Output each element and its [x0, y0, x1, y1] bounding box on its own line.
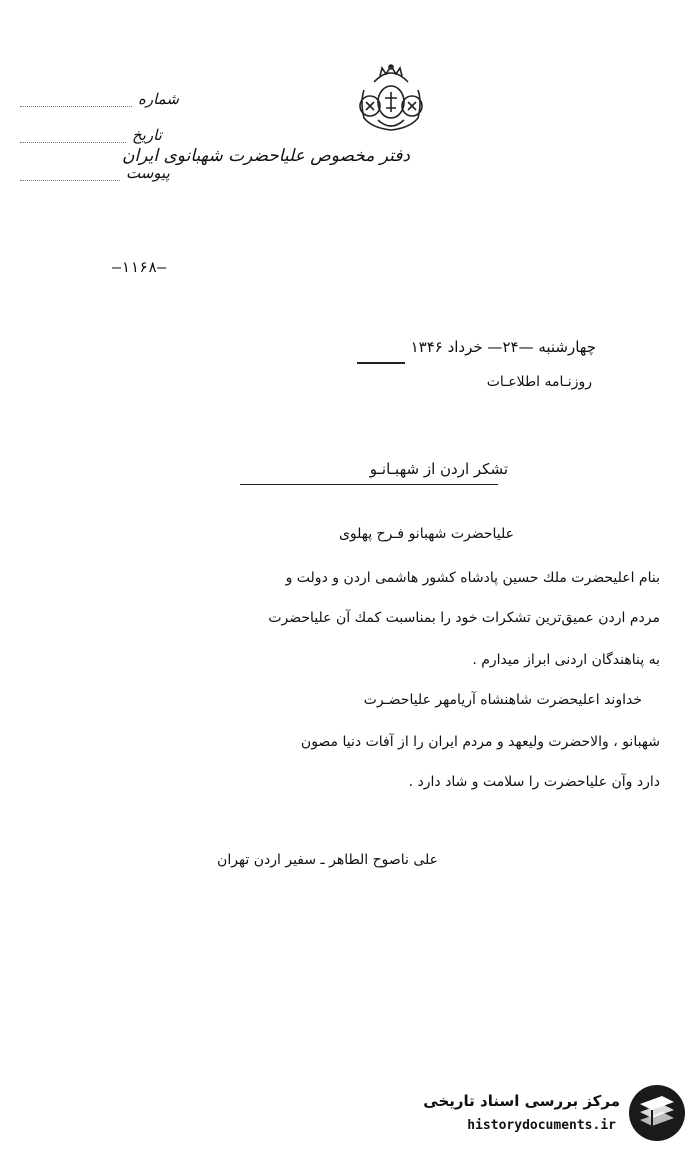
body-line: بنام اعلیحضرت ملك حسین پادشاه کشور هاشمی اردن و دولت و — [285, 570, 660, 586]
office-title: دفتر مخصوص علیاحضرت شهبانوی ایران — [122, 146, 410, 166]
body-line: دارد وآن علیاحضرت را سلامت و شاد دارد . — [408, 774, 660, 790]
document-heading: تشکر اردن از شهبـانـو — [369, 460, 508, 478]
field-line-date — [20, 142, 126, 143]
newspaper-name: روزنـامه اطلاعـات — [486, 374, 592, 390]
document-number: —١١۶٨— — [112, 258, 167, 276]
body-line: به پناهندگان اردنی ابراز میدارم . — [472, 652, 660, 668]
date-underline — [357, 362, 405, 364]
field-label-attachment: پیوست — [126, 164, 170, 182]
signature-line: علی ناصوح الطاهر ـ سفیر اردن تهران — [217, 852, 438, 868]
archive-logo-icon — [624, 1082, 690, 1144]
field-label-date: تاریخ — [132, 126, 162, 144]
field-label-number: شماره — [138, 90, 179, 108]
body-line: مردم اردن عمیق‌ترین تشکرات خود را بمناسبت کمك آن علیاحضرت — [268, 610, 660, 626]
body-line: خداوند اعلیحضرت شاهنشاه آریامهر علیاحضـرت — [363, 692, 642, 708]
field-line-number — [20, 106, 132, 107]
watermark-title: مرکز بررسی اسناد تاریخی — [423, 1092, 620, 1110]
watermark-url: historydocuments.ir — [467, 1118, 616, 1133]
heading-underline — [240, 484, 498, 485]
field-line-attachment — [20, 180, 120, 181]
royal-crest-icon — [352, 62, 430, 134]
dateline: چهارشنبه —٢۴— خرداد ١٣۴۶ — [410, 338, 596, 356]
body-line: شهبانو ، والاحضرت ولیعهد و مردم ایران را از آفات دنیا مصون — [300, 734, 660, 750]
body-line: علیاحضرت شهبانو فـرح پهلوی — [338, 526, 514, 542]
